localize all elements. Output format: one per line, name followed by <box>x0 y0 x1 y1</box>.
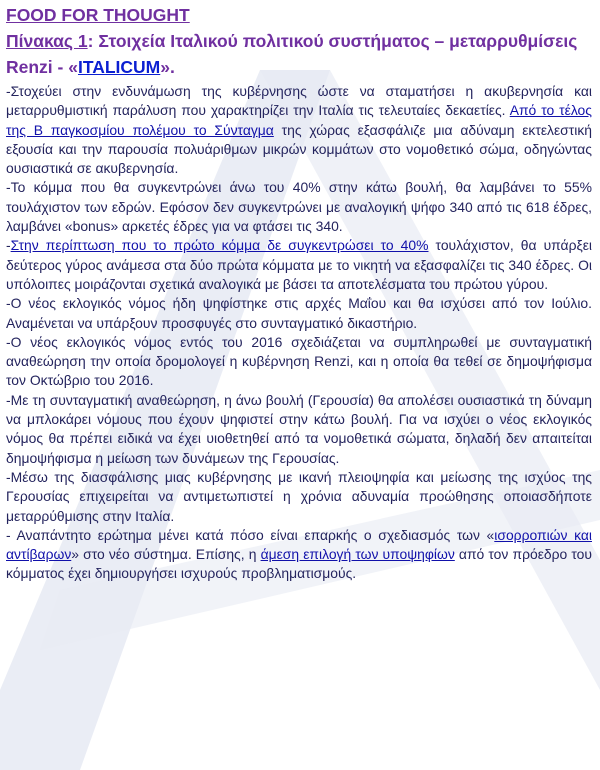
paragraph-8-text: - Αναπάντητο ερώτημα μένει κατά πόσο είναι επαρκής ο σχεδιασμός των « <box>6 526 495 543</box>
paragraph-3-text: τουλάχιστον, θα υπάρξει δεύτερος γύρος ανάμεσα στα δύο πρώτα κόμματα με το νικητή να εξασφαλίζει τις 340 έδρες. Οι υπόλοιπες μοιράζονται σχετικά αναλογικά με βάσει τα αποτελέσματα του πρώτου γύρου. <box>6 237 592 292</box>
paragraph-8-text-mid: » στο νέο σύστημα. Επίσης, η <box>71 546 261 563</box>
constitution-link[interactable]: Από το τέλος της Β παγκοσμίου πολέμου το Σύνταγμα <box>6 102 592 138</box>
paragraph-4: -Ο νέος εκλογικός νόμος ήδη ψηφίστηκε στις αρχές Μαΐου και θα ισχύσει από τον Ιούλιο. Αναμένεται να υπάρξουν προσφυγές στο συνταγματικό δικαστήριο. <box>6 295 592 331</box>
title-text: : Στοιχεία Ιταλικού πολιτικού συστήματος – μεταρρυθμίσεις Renzi - « <box>6 31 578 77</box>
paragraph-1-text: -Στοχεύει στην ενδυνάμωση της κυβέρνησης ώστε να σταματήσει η ακυβερνησία και μεταρρυθμιστική παράλυση που χαρακτηρίζει την Ιταλία τις τελευταίες δεκαετίες. <box>6 83 592 119</box>
italicum-link[interactable]: ITALICUM <box>77 57 161 77</box>
paragraph-1-text-end: της χώρας εξασφάλιζε μια αδύναμη εκτελεστική εξουσία και την παρουσία πολυάριθμων μικρών κομμάτων στο νομοθετικό σώμα, οδηγώντας ουσιαστικά σε ακυβερνησία. <box>6 121 592 177</box>
paragraph-5: -Ο νέος εκλογικός νόμος εντός του 2016 σχεδιάζεται να συμπληρωθεί με συνταγματική αναθεώρηση την οποία δρομολογεί η κυβέρνηση Renzi, και η οποία θα τεθεί σε δημοψήφισμα τον Οκτώβριο του 2016. <box>6 333 592 389</box>
first-party-40-link[interactable]: Στην περίπτωση που το πρώτο κόμμα δε συγκεντρώσει το 40% <box>10 237 429 254</box>
paragraph-3-dash: - <box>6 237 11 254</box>
title-end: ». <box>160 57 175 77</box>
paragraph-8 <box>6 526 592 584</box>
paragraph-7: -Μέσω της διασφάλισης μιας κυβέρνησης με ικανή πλειοψηφία και μείωσης της ισχύος της Γερουσίας επιχειρείται να αντιμετωπιστεί η χρόνια αδυναμία προώθησης οποιασδήποτε μεταρρύθμισης στην Ιταλία. <box>6 468 592 524</box>
paragraph-2: -Το κόμμα που θα συγκεντρώνει άνω του 40% στην κάτω βουλή, θα λαμβάνει το 55% τουλάχιστον των εδρών. Εφόσον δεν συγκεντρώνει με αναλογική ψήφο 340 από τις 618 έδρες, λαμβάνει «bonus» αρκετές έδρες για να φτάσει τις 340. <box>6 179 592 235</box>
section-kicker: FOOD FOR THOUGHT <box>6 5 190 25</box>
checks-balances-link[interactable]: ισορροπιών και αντίβαρων <box>6 526 592 563</box>
candidate-selection-link[interactable]: άμεση επιλογή των υποψηφίων <box>260 546 455 563</box>
paragraph-1 <box>6 82 592 178</box>
page-title <box>6 28 592 80</box>
paragraph-6: -Με τη συνταγματική αναθεώρηση, η άνω βουλή (Γερουσία) θα απολέσει ουσιαστικά τη δύναμη να μπλοκάρει νόμους που έχουν ψηφιστεί στην κάτω βουλή. Για να ισχύει ο νέος εκλογικός νόμος θα πρέπει ειδικά να έχει υιοθετηθεί από τα νομοθετικά σώματα, δηλαδή δεν απαιτείται δημοψήφισμα η μείωση των δυνάμεων της Γερουσίας. <box>6 391 592 466</box>
table-label: Πίνακας 1 <box>6 31 88 51</box>
paragraph-8-text-end: από τον πρόεδρο του κόμματος έχει δημιουργήσει ισχυρούς προβληματισμούς. <box>6 546 592 582</box>
paragraph-3 <box>6 236 592 294</box>
